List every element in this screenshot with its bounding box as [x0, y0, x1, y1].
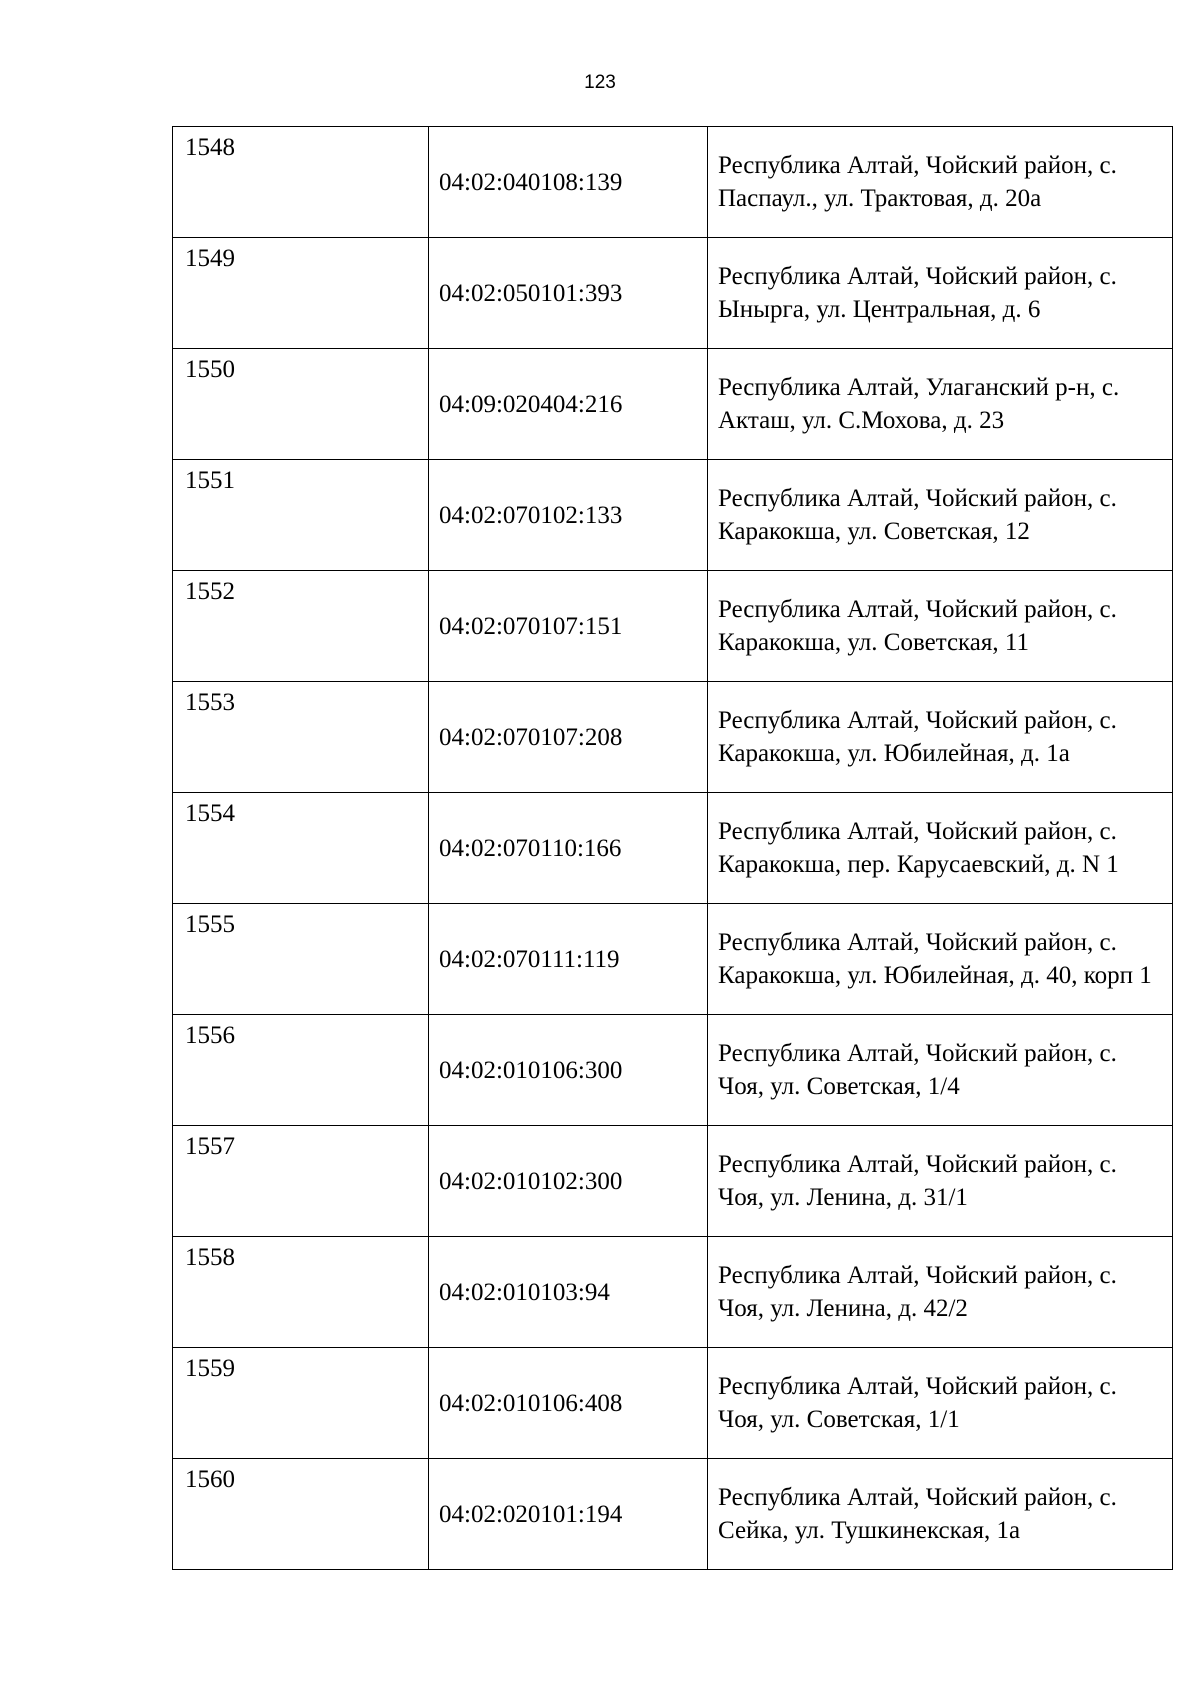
- row-number: 1553: [173, 682, 429, 793]
- row-number: 1552: [173, 571, 429, 682]
- registry-table-body: [173, 127, 1173, 1570]
- row-number: 1559: [173, 1348, 429, 1459]
- registry-table: [172, 126, 1173, 1570]
- table-row: [173, 682, 1173, 793]
- row-number: 1554: [173, 793, 429, 904]
- cadastral-number: 04:02:050101:393: [429, 238, 708, 349]
- cadastral-number: 04:02:010106:408: [429, 1348, 708, 1459]
- table-row: [173, 1459, 1173, 1570]
- table-row: [173, 1126, 1173, 1237]
- address: Республика Алтай, Чойский район, с. Чоя, ул. Ленина, д. 42/2: [708, 1237, 1173, 1348]
- row-number: 1560: [173, 1459, 429, 1570]
- address: Республика Алтай, Чойский район, с. Чоя, ул. Ленина, д. 31/1: [708, 1126, 1173, 1237]
- address: Республика Алтай, Улаганский р-н, с. Акташ, ул. С.Мохова, д. 23: [708, 349, 1173, 460]
- address: Республика Алтай, Чойский район, с. Каракокша, ул. Советская, 11: [708, 571, 1173, 682]
- address: Республика Алтай, Чойский район, с. Паспаул., ул. Трактовая, д. 20а: [708, 127, 1173, 238]
- table-row: [173, 793, 1173, 904]
- address: Республика Алтай, Чойский район, с. Каракокша, пер. Карусаевский, д. N 1: [708, 793, 1173, 904]
- table-row: [173, 127, 1173, 238]
- row-number: 1550: [173, 349, 429, 460]
- cadastral-number: 04:02:070110:166: [429, 793, 708, 904]
- cadastral-number: 04:02:040108:139: [429, 127, 708, 238]
- row-number: 1558: [173, 1237, 429, 1348]
- address: Республика Алтай, Чойский район, с. Чоя, ул. Советская, 1/1: [708, 1348, 1173, 1459]
- cadastral-number: 04:02:010106:300: [429, 1015, 708, 1126]
- address: Республика Алтай, Чойский район, с. Сейка, ул. Тушкинекская, 1а: [708, 1459, 1173, 1570]
- cadastral-number: 04:02:070111:119: [429, 904, 708, 1015]
- table-row: [173, 1348, 1173, 1459]
- page-number: 123: [584, 72, 616, 93]
- cadastral-number: 04:02:070102:133: [429, 460, 708, 571]
- table-row: [173, 1015, 1173, 1126]
- address: Республика Алтай, Чойский район, с. Чоя, ул. Советская, 1/4: [708, 1015, 1173, 1126]
- address: Республика Алтай, Чойский район, с. Каракокша, ул. Советская, 12: [708, 460, 1173, 571]
- table-row: [173, 349, 1173, 460]
- cadastral-number: 04:02:020101:194: [429, 1459, 708, 1570]
- table-row: [173, 571, 1173, 682]
- cadastral-number: 04:02:070107:151: [429, 571, 708, 682]
- row-number: 1548: [173, 127, 429, 238]
- cadastral-number: 04:09:020404:216: [429, 349, 708, 460]
- row-number: 1551: [173, 460, 429, 571]
- row-number: 1549: [173, 238, 429, 349]
- cadastral-number: 04:02:010102:300: [429, 1126, 708, 1237]
- address: Республика Алтай, Чойский район, с. Ыныргa, ул. Центральная, д. 6: [708, 238, 1173, 349]
- table-row: [173, 904, 1173, 1015]
- cadastral-number: 04:02:070107:208: [429, 682, 708, 793]
- address: Республика Алтай, Чойский район, с. Каракокша, ул. Юбилейная, д. 1а: [708, 682, 1173, 793]
- table-row: [173, 1237, 1173, 1348]
- cadastral-number: 04:02:010103:94: [429, 1237, 708, 1348]
- table-row: [173, 460, 1173, 571]
- row-number: 1555: [173, 904, 429, 1015]
- row-number: 1556: [173, 1015, 429, 1126]
- address: Республика Алтай, Чойский район, с. Каракокша, ул. Юбилейная, д. 40, корп 1: [708, 904, 1173, 1015]
- table-row: [173, 238, 1173, 349]
- row-number: 1557: [173, 1126, 429, 1237]
